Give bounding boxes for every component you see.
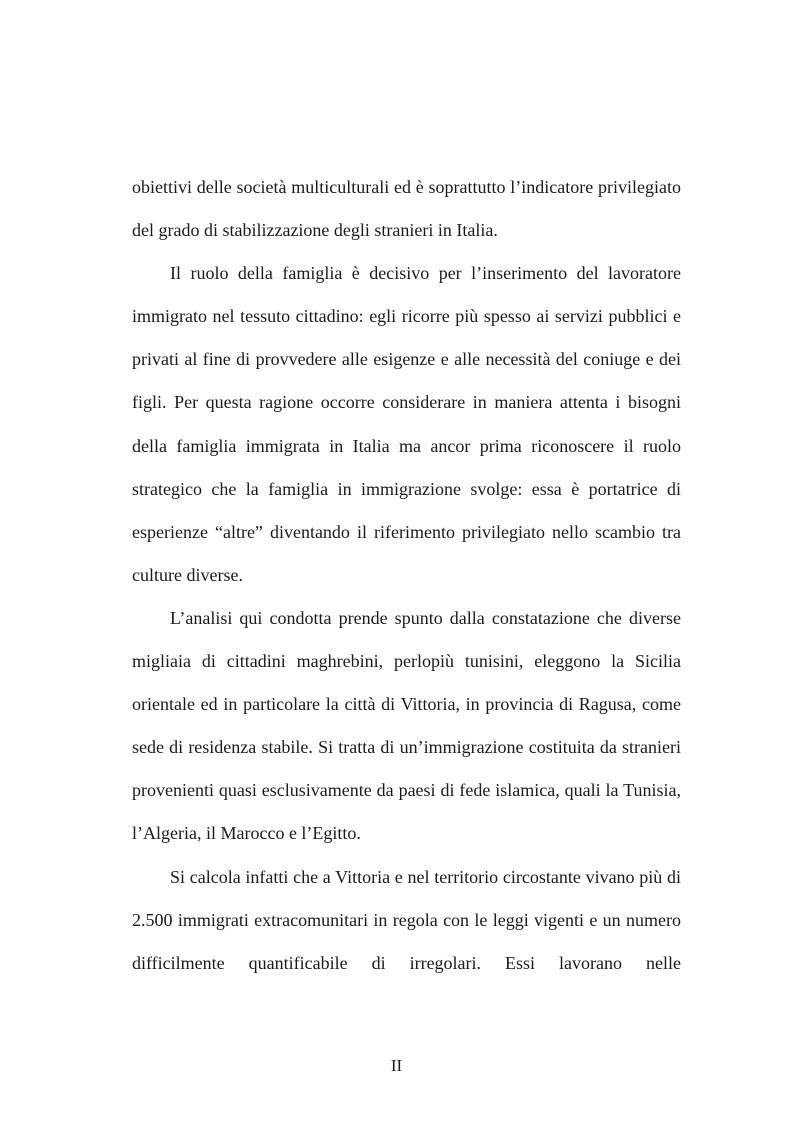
- page-number: II: [390, 1056, 403, 1075]
- body-text: [132, 166, 681, 985]
- paragraph-continuation: obiettivi delle società multiculturali ed è soprattutto l’indicatore privilegiato del grado di stabilizzazione degli stranieri in Italia.: [132, 177, 681, 241]
- paragraph-family-role: Il ruolo della famiglia è decisivo per l’inserimento del lavoratore immigrato nel tessuto cittadino: egli ricorre più spesso ai servizi pubblici e privati al fine di provvedere alle esigenze e alle necessità del coniuge e dei figli. Per questa ragione occorre considerare in maniera attenta i bisogni della famiglia immigrata in Italia ma ancor prima riconoscere il ruolo strategico che la famiglia in immigrazione svolge: essa è portatrice di esperienze “altre” diventando il riferimento privilegiato nello scambio tra culture diverse.: [132, 263, 681, 585]
- paragraph-vittoria-estimate: Si calcola infatti che a Vittoria e nel territorio circostante vivano più di 2.500 immigrati extracomunitari in regola con le leggi vigenti e un numero difficilmente quantificabile di irregolari. Essi lavorano nelle: [132, 866, 681, 973]
- paragraph-analysis: L’analisi qui condotta prende spunto dalla constatazione che diverse migliaia di cittadini maghrebini, perlopiù tunisini, eleggono la Sicilia orientale ed in particolare la città di Vittoria, in provincia di Ragusa, come sede di residenza stabile. Si tratta di un’immigrazione costituita da stranieri provenienti quasi esclusivamente da paesi di fede islamica, quali la Tunisia, l’Algeria, il Marocco e l’Egitto.: [132, 607, 681, 844]
